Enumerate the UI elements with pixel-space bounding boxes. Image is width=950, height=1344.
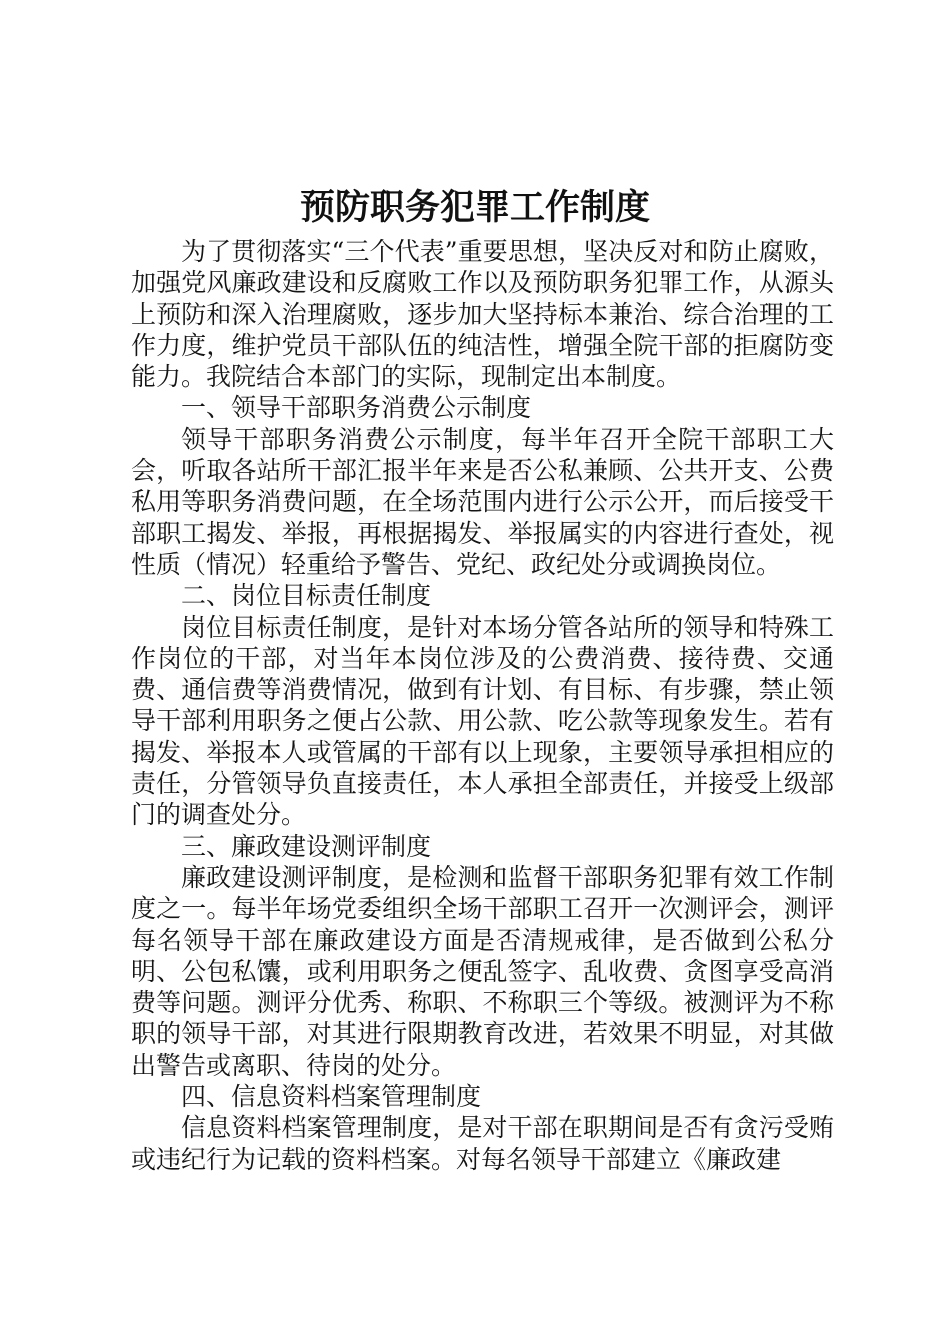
section-heading-3: 三、廉政建设测评制度 xyxy=(181,831,432,861)
section-heading-4: 四、信息资料档案管理制度 xyxy=(181,1082,482,1112)
paragraph-section-4: 信息资料档案管理制度，是对干部在职期间是否有贪污受贿或违纪行为记载的资料档案。对每名领导干部建立《廉政建 xyxy=(131,1113,834,1174)
paragraph-section-1: 领导干部职务消费公示制度，每半年召开全院干部职工大会，听取各站所干部汇报半年来是否公私兼顾、公共开支、公费私用等职务消费问题，在全场范围内进行公示公开，而后接受干部职工揭发、举报，再根据揭发、举报属实的内容进行查处，视性质（情况）轻重给予警告、党纪、政纪处分或调换岗位。 xyxy=(131,424,834,579)
section-heading-1: 一、领导干部职务消费公示制度 xyxy=(181,393,532,423)
paragraph-section-2: 岗位目标责任制度，是针对本场分管各站所的领导和特殊工作岗位的干部，对当年本岗位涉及的公费消费、接待费、交通费、通信费等消费情况，做到有计划、有目标、有步骤，禁止领导干部利用职务之便占公款、用公款、吃公款等现象发生。若有揭发、举报本人或管属的干部有以上现象，主要领导承担相应的责任，分管领导负直接责任，本人承担全部责任，并接受上级部门的调查处分。 xyxy=(131,612,834,830)
paragraph-section-3: 廉政建设测评制度，是检测和监督干部职务犯罪有效工作制度之一。每半年场党委组织全场干部职工召开一次测评会，测评每名领导干部在廉政建设方面是否清规戒律，是否做到公私分明、公包私馕，或利用职务之便乱签字、乱收费、贪图享受高消费等问题。测评分优秀、称职、不称职三个等级。被测评为不称职的领导干部，对其进行限期教育改进，若效果不明显，对其做出警告或离职、待岗的处分。 xyxy=(131,862,834,1080)
document-body xyxy=(131,236,834,1175)
paragraph-intro: 为了贯彻落实“三个代表”重要思想，坚决反对和防止腐败，加强党风廉政建设和反腐败工作以及预防职务犯罪工作，从源头上预防和深入治理腐败，逐步加大坚持标本兼治、综合治理的工作力度，维护党员干部队伍的纯洁性，增强全院干部的拒腐防变能力。我院结合本部门的实际，现制定出本制度。 xyxy=(131,237,834,392)
document-title: 预防职务犯罪工作制度 xyxy=(299,187,650,228)
section-heading-2: 二、岗位目标责任制度 xyxy=(181,581,432,611)
